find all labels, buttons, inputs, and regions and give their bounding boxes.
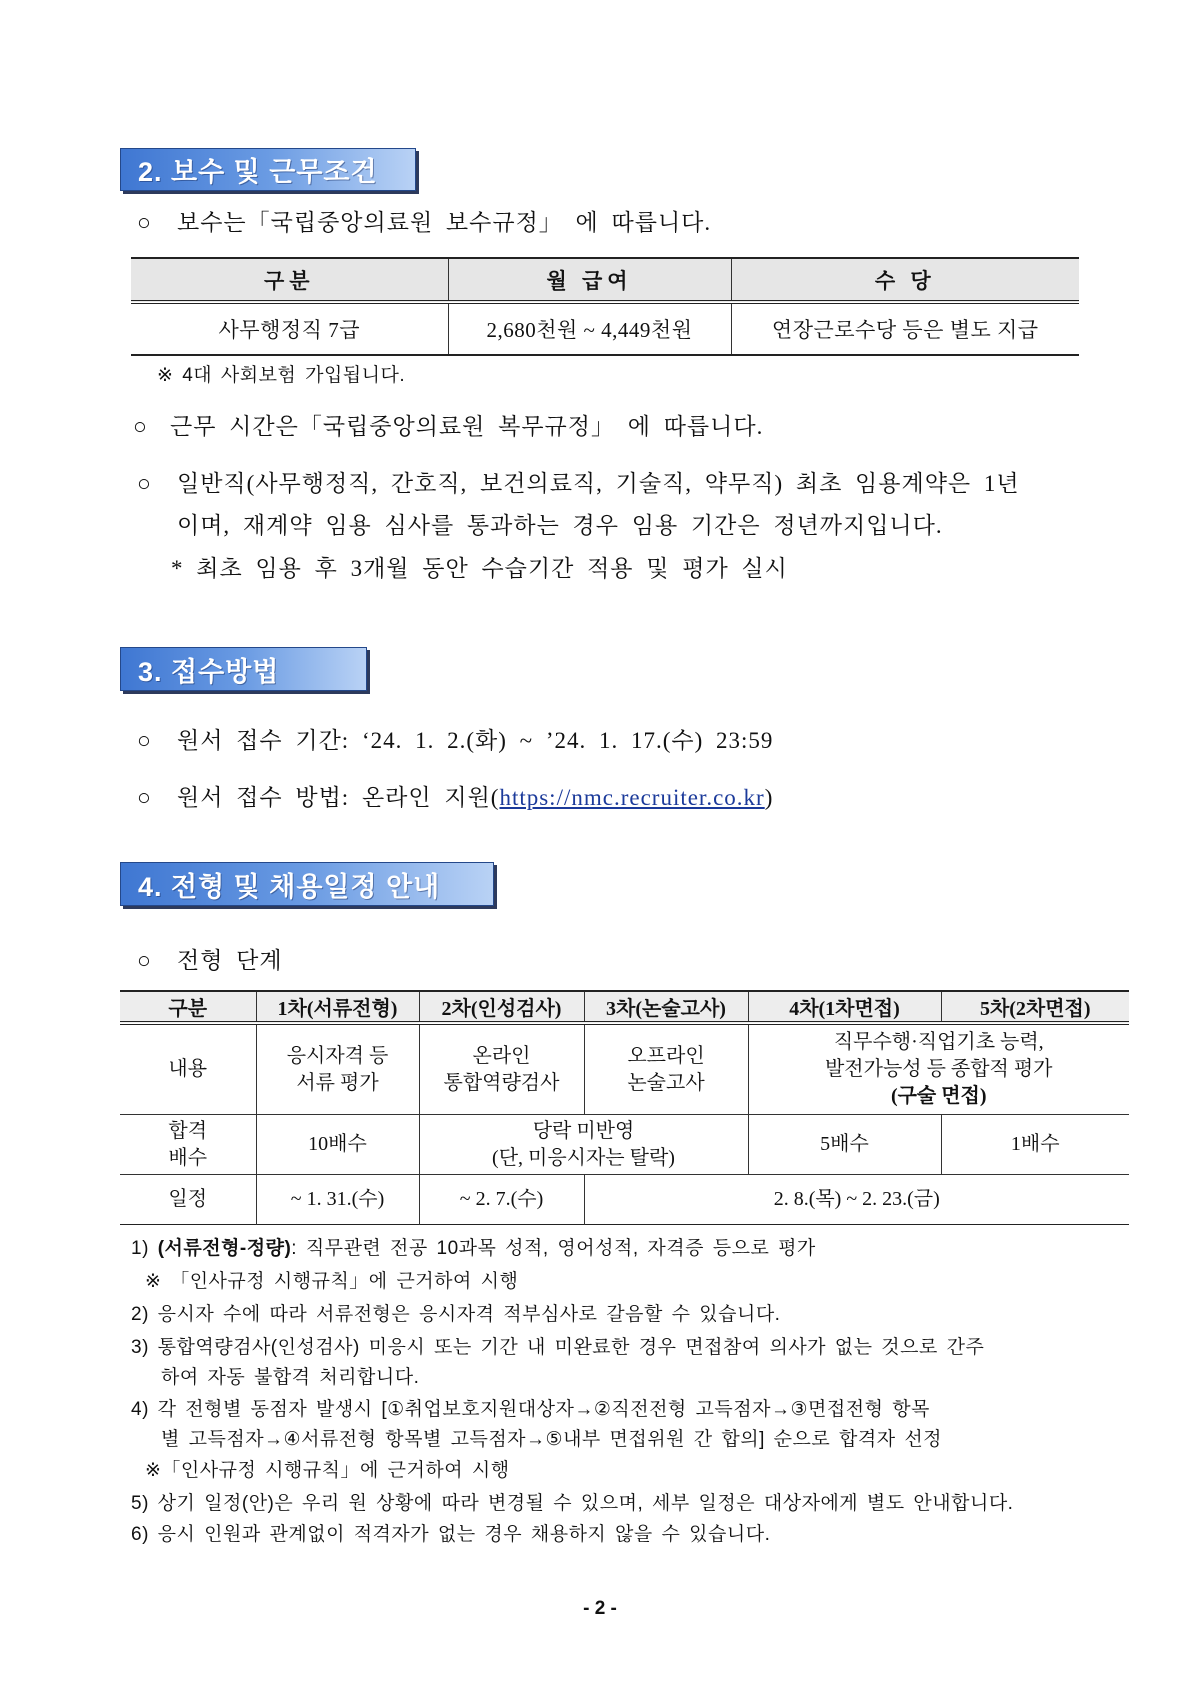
insurance-note: ※ 4대 사회보험 가입됩니다.: [157, 365, 406, 386]
content-stage-1-line-1: 응시자격 등: [286, 1044, 389, 1067]
work-hours-item: [133, 412, 763, 442]
selection-stages-title: 전형 단계: [177, 948, 283, 973]
probation-note: * 최초 임용 후 3개월 동안 수습기간 적용 및 평가 실시: [171, 556, 788, 581]
schedule-label: 일정: [120, 1175, 256, 1225]
pass-ratio-stage-2-3-line-2: (단, 미응시자는 탈락): [492, 1146, 675, 1169]
stage-table-container: [120, 990, 1129, 1225]
bullet-circle-icon: ○: [137, 728, 152, 753]
note-3-line-1: 3) 통합역량검사(인성검사) 미응시 또는 기간 내 미완료한 경우 면접참여 의사가 없는 것으로 간주: [131, 1337, 985, 1358]
stage-header-1: 1차(서류전형): [256, 991, 419, 1023]
application-method-close: ): [764, 785, 774, 810]
pay-table-header-row: [131, 258, 1079, 302]
content-stage-2-line-2: 통합역량검사: [443, 1071, 560, 1094]
content-row-label: 내용: [120, 1023, 256, 1115]
content-stage-3-line-2: 논술고사: [627, 1071, 705, 1094]
section-4-heading: 4. 전형 및 채용일정 안내: [120, 862, 494, 906]
schedule-stage-2: ~ 2. 7.(수): [419, 1175, 584, 1225]
pay-cell-allowance: 연장근로수당 등은 별도 지급: [731, 302, 1079, 355]
content-interview-type: (구술 면접): [890, 1085, 987, 1107]
contract-item: [137, 469, 1020, 499]
pass-ratio-label: [120, 1115, 256, 1175]
content-stage-3: [584, 1023, 748, 1115]
pass-ratio-stage-2-3-line-1: 당락 미반영: [532, 1119, 635, 1142]
recruit-site-link[interactable]: https://nmc.recruiter.co.kr: [499, 785, 765, 810]
content-stage-3-line-1: 오프라인: [627, 1044, 705, 1067]
page-number: - 2 -: [583, 1598, 617, 1619]
stage-header-3: 3차(논술고사): [584, 991, 748, 1023]
stage-table: [120, 990, 1129, 1225]
bullet-circle-icon: ○: [133, 414, 148, 439]
schedule-stage-1: ~ 1. 31.(수): [256, 1175, 419, 1225]
pass-ratio-stage-4: 5배수: [748, 1115, 941, 1175]
pay-table-row: [131, 302, 1079, 355]
note-4-line-2: 별 고득점자→④서류전형 항목별 고득점자→⑤내부 면접위원 간 합의] 순으로 합격자 선정: [161, 1429, 943, 1450]
content-stage-2: [419, 1023, 584, 1115]
pass-ratio-stage-2-3: [419, 1115, 748, 1175]
bullet-circle-icon: ○: [137, 785, 152, 810]
note-1: [131, 1235, 816, 1263]
schedule-stage-3-5: 2. 8.(목) ~ 2. 23.(금): [584, 1175, 1129, 1225]
stage-header-category: 구분: [120, 991, 256, 1023]
stage-header-5: 5차(2차면접): [941, 991, 1129, 1023]
application-method-item: [137, 783, 773, 813]
pay-header-allowance: 수 당: [731, 258, 1079, 302]
pass-ratio-stage-1: 10배수: [256, 1115, 419, 1175]
note-1-text: : 직무관련 전공 10과목 성적, 영어성적, 자격증 등으로 평가: [291, 1238, 816, 1259]
content-interview-line-2: 발전가능성 등 종합적 평가: [824, 1058, 1053, 1080]
content-stage-1-line-2: 서류 평가: [296, 1071, 379, 1094]
bullet-circle-icon: ○: [137, 210, 152, 235]
content-interview: [748, 1023, 1129, 1115]
bullet-circle-icon: ○: [137, 948, 152, 973]
pay-header-salary: 월 급여: [448, 258, 731, 302]
note-1-number: 1): [131, 1238, 158, 1259]
contract-text-line-1: 일반직(사무행정직, 간호직, 보건의료직, 기술직, 약무직) 최초 임용계약은 1년: [177, 471, 1020, 496]
note-1-sub: ※ 「인사규정 시행규칙」에 근거하여 시행: [145, 1271, 519, 1292]
bullet-circle-icon: ○: [137, 471, 152, 496]
pay-rule-text: 보수는「국립중앙의료원 보수규정」 에 따릅니다.: [177, 210, 712, 235]
stage-pass-ratio-row: [120, 1115, 1129, 1175]
pay-cell-salary: 2,680천원 ~ 4,449천원: [448, 302, 731, 355]
stage-table-header-row: [120, 991, 1129, 1023]
application-method-text: 원서 접수 방법: 온라인 지원(: [177, 785, 500, 810]
pass-ratio-label-line-2: 배수: [168, 1146, 208, 1169]
note-3-line-2: 하여 자동 불합격 처리합니다.: [161, 1367, 420, 1388]
pay-header-category: 구분: [131, 258, 448, 302]
note-2: 2) 응시자 수에 따라 서류전형은 응시자격 적부심사로 갈음할 수 있습니다.: [131, 1304, 781, 1325]
application-period-item: [137, 726, 773, 756]
pay-table: [131, 257, 1079, 356]
stage-header-4: 4차(1차면접): [748, 991, 941, 1023]
pay-table-container: [131, 257, 1079, 356]
section-3-heading: 3. 접수방법: [120, 647, 367, 691]
pass-ratio-stage-5: 1배수: [941, 1115, 1129, 1175]
note-4-line-1: 4) 각 전형별 동점자 발생시 [①취업보호지원대상자→②직전전형 고득점자→③면접전형 항목: [131, 1399, 930, 1420]
note-5: 5) 상기 일정(안)은 우리 원 상황에 따라 변경될 수 있으며, 세부 일정은 대상자에게 별도 안내합니다.: [131, 1493, 1014, 1514]
note-4-sub: ※「인사규정 시행규칙」에 근거하여 시행: [145, 1460, 510, 1481]
application-period-text: 원서 접수 기간: ‘24. 1. 2.(화) ~ ’24. 1. 17.(수) 23:59: [177, 728, 774, 753]
selection-stages-intro: [137, 946, 283, 976]
pass-ratio-label-line-1: 합격: [168, 1119, 208, 1142]
pay-cell-position: 사무행정직 7급: [131, 302, 448, 355]
stage-schedule-row: [120, 1175, 1129, 1225]
stage-content-row: [120, 1023, 1129, 1115]
pay-rule-item: [137, 208, 711, 238]
content-interview-line-1: 직무수행·직업기초 능력,: [833, 1031, 1044, 1053]
work-hours-text: 근무 시간은「국립중앙의료원 복무규정」 에 따릅니다.: [170, 414, 764, 439]
note-6: 6) 응시 인원과 관계없이 적격자가 없는 경우 채용하지 않을 수 있습니다.: [131, 1524, 771, 1545]
content-stage-1: [256, 1023, 419, 1115]
contract-text-line-2: 이며, 재계약 임용 심사를 통과하는 경우 임용 기간은 정년까지입니다.: [177, 513, 943, 538]
note-1-title: (서류전형-정량): [157, 1238, 292, 1259]
content-stage-2-line-1: 온라인: [472, 1044, 531, 1067]
section-2-heading: 2. 보수 및 근무조건: [120, 148, 416, 191]
stage-header-2: 2차(인성검사): [419, 991, 584, 1023]
